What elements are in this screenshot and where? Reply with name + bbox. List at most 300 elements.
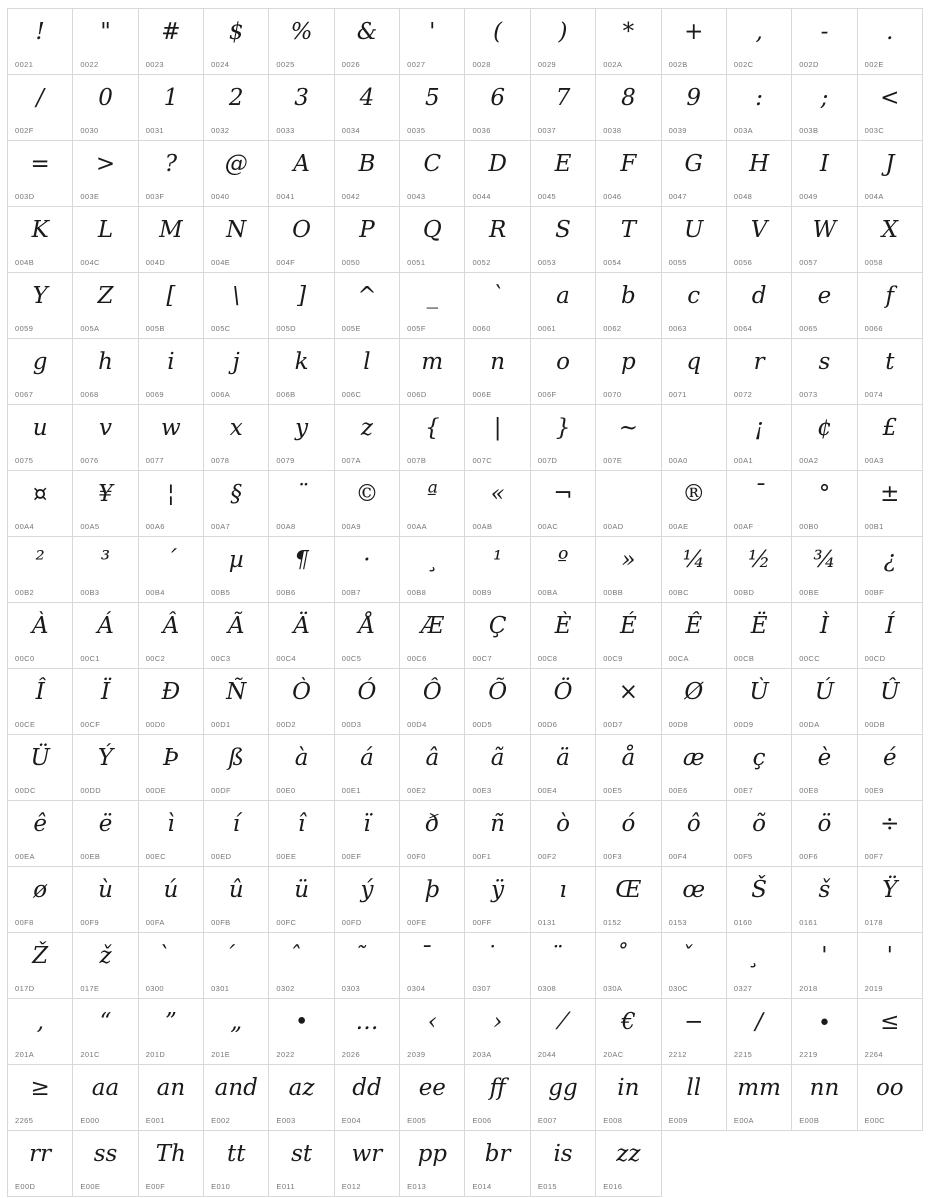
glyph-unicode-code: 004F	[276, 258, 296, 267]
glyph-cell[interactable]	[204, 933, 269, 999]
glyph-character: #	[161, 19, 181, 45]
glyph-cell[interactable]	[596, 933, 661, 999]
glyph-cell[interactable]	[465, 9, 530, 75]
glyph-unicode-code: 004B	[15, 258, 35, 267]
glyph-cell[interactable]	[858, 141, 923, 207]
glyph-unicode-code: 00B3	[80, 588, 100, 597]
glyph-cell[interactable]	[204, 1131, 269, 1197]
glyph-cell[interactable]	[596, 801, 661, 867]
glyph-cell[interactable]	[792, 735, 857, 801]
glyph-cell[interactable]	[8, 1065, 73, 1131]
glyph-unicode-code: 2044	[537, 1050, 557, 1059]
glyph-cell[interactable]	[465, 537, 530, 603]
glyph-cell[interactable]	[662, 207, 727, 273]
glyph-cell[interactable]	[8, 1131, 73, 1197]
glyph-cell[interactable]	[858, 471, 923, 537]
glyph-unicode-code: E00E	[80, 1182, 101, 1191]
glyph-cell[interactable]	[727, 801, 792, 867]
glyph-cell[interactable]	[400, 1131, 465, 1197]
glyph-cell[interactable]	[858, 75, 923, 141]
glyph-cell[interactable]	[465, 669, 530, 735]
glyph-cell[interactable]	[727, 141, 792, 207]
glyph-cell[interactable]	[531, 471, 596, 537]
glyph-cell[interactable]	[335, 141, 400, 207]
glyph-cell[interactable]	[662, 1065, 727, 1131]
glyph-cell[interactable]	[858, 867, 923, 933]
glyph-cell[interactable]	[139, 207, 204, 273]
glyph-cell[interactable]	[73, 471, 138, 537]
glyph-cell[interactable]	[400, 273, 465, 339]
glyph-cell[interactable]	[204, 273, 269, 339]
glyph-cell[interactable]	[727, 999, 792, 1065]
glyph-cell[interactable]	[792, 801, 857, 867]
glyph-character: ì	[167, 811, 175, 837]
glyph-cell[interactable]	[335, 1065, 400, 1131]
glyph-cell[interactable]	[204, 207, 269, 273]
glyph-cell[interactable]	[269, 207, 334, 273]
glyph-cell[interactable]	[858, 999, 923, 1065]
glyph-cell[interactable]	[8, 141, 73, 207]
glyph-cell[interactable]	[596, 9, 661, 75]
glyph-cell[interactable]	[400, 339, 465, 405]
glyph-cell[interactable]	[139, 141, 204, 207]
glyph-cell[interactable]	[465, 339, 530, 405]
glyph-cell[interactable]	[73, 75, 138, 141]
glyph-unicode-code: 004A	[864, 192, 884, 201]
glyph-cell[interactable]	[8, 471, 73, 537]
glyph-cell[interactable]	[531, 801, 596, 867]
glyph-cell[interactable]	[335, 603, 400, 669]
glyph-cell[interactable]	[139, 867, 204, 933]
glyph-cell[interactable]	[139, 669, 204, 735]
glyph-cell[interactable]	[531, 867, 596, 933]
glyph-cell[interactable]	[204, 75, 269, 141]
glyph-cell[interactable]	[727, 207, 792, 273]
glyph-cell[interactable]	[662, 273, 727, 339]
glyph-cell[interactable]	[858, 339, 923, 405]
glyph-cell[interactable]	[8, 273, 73, 339]
glyph-cell[interactable]	[269, 603, 334, 669]
glyph-cell[interactable]	[727, 405, 792, 471]
glyph-cell[interactable]	[8, 339, 73, 405]
glyph-cell[interactable]	[792, 471, 857, 537]
glyph-unicode-code: 2215	[733, 1050, 753, 1059]
glyph-cell[interactable]	[269, 933, 334, 999]
glyph-cell[interactable]	[400, 471, 465, 537]
glyph-cell[interactable]	[465, 1065, 530, 1131]
glyph-cell[interactable]	[139, 735, 204, 801]
glyph-cell[interactable]	[139, 603, 204, 669]
glyph-cell[interactable]	[465, 933, 530, 999]
glyph-cell[interactable]	[335, 933, 400, 999]
glyph-cell[interactable]	[335, 207, 400, 273]
glyph-cell[interactable]	[531, 1065, 596, 1131]
glyph-cell[interactable]	[8, 537, 73, 603]
glyph-cell[interactable]	[596, 1065, 661, 1131]
glyph-cell[interactable]	[139, 339, 204, 405]
glyph-cell[interactable]	[727, 1065, 792, 1131]
glyph-cell[interactable]	[465, 603, 530, 669]
glyph-cell[interactable]	[465, 405, 530, 471]
glyph-cell[interactable]	[139, 801, 204, 867]
glyph-cell[interactable]	[335, 9, 400, 75]
glyph-cell[interactable]	[204, 669, 269, 735]
glyph-cell[interactable]	[8, 405, 73, 471]
glyph-cell[interactable]	[73, 273, 138, 339]
glyph-cell[interactable]	[792, 999, 857, 1065]
glyph-cell[interactable]	[662, 603, 727, 669]
glyph-cell[interactable]	[73, 405, 138, 471]
glyph-character: 4	[359, 85, 375, 111]
glyph-unicode-code: 201D	[145, 1050, 166, 1059]
glyph-cell[interactable]	[400, 735, 465, 801]
glyph-character: [	[166, 283, 176, 309]
glyph-cell[interactable]	[73, 339, 138, 405]
glyph-cell[interactable]	[465, 867, 530, 933]
glyph-unicode-code: 0026	[341, 60, 361, 69]
glyph-cell[interactable]	[204, 471, 269, 537]
glyph-cell[interactable]	[269, 1065, 334, 1131]
glyph-cell[interactable]	[8, 75, 73, 141]
glyph-cell[interactable]	[8, 801, 73, 867]
glyph-cell[interactable]	[335, 339, 400, 405]
glyph-cell[interactable]	[139, 405, 204, 471]
glyph-cell[interactable]	[8, 669, 73, 735]
glyph-cell[interactable]	[335, 669, 400, 735]
glyph-cell[interactable]	[792, 669, 857, 735]
glyph-cell[interactable]	[335, 1131, 400, 1197]
glyph-cell[interactable]	[465, 75, 530, 141]
glyph-cell[interactable]	[8, 999, 73, 1065]
glyph-cell-empty	[662, 1131, 727, 1197]
glyph-cell[interactable]	[139, 9, 204, 75]
glyph-character: ·	[363, 547, 371, 573]
glyph-cell[interactable]	[73, 603, 138, 669]
glyph-cell[interactable]	[269, 141, 334, 207]
glyph-unicode-code: E011	[276, 1182, 295, 1191]
glyph-cell[interactable]	[727, 537, 792, 603]
glyph-unicode-code: 00D3	[341, 720, 362, 729]
glyph-cell[interactable]	[139, 273, 204, 339]
glyph-cell[interactable]	[400, 867, 465, 933]
glyph-cell[interactable]	[792, 603, 857, 669]
glyph-cell[interactable]	[858, 537, 923, 603]
glyph-cell[interactable]	[727, 339, 792, 405]
glyph-cell[interactable]	[662, 405, 727, 471]
glyph-cell[interactable]	[204, 603, 269, 669]
glyph-cell[interactable]	[73, 999, 138, 1065]
glyph-unicode-code: 00EA	[15, 852, 35, 861]
glyph-cell[interactable]	[858, 801, 923, 867]
glyph-cell[interactable]	[139, 1131, 204, 1197]
glyph-cell[interactable]	[335, 999, 400, 1065]
glyph-cell[interactable]	[662, 75, 727, 141]
glyph-cell[interactable]	[858, 735, 923, 801]
glyph-cell[interactable]	[596, 537, 661, 603]
glyph-cell[interactable]	[727, 471, 792, 537]
glyph-cell[interactable]	[531, 141, 596, 207]
glyph-cell[interactable]	[269, 9, 334, 75]
glyph-cell[interactable]	[269, 867, 334, 933]
glyph-cell[interactable]	[792, 339, 857, 405]
glyph-cell[interactable]	[858, 207, 923, 273]
glyph-cell[interactable]	[465, 471, 530, 537]
glyph-unicode-code: 00BD	[733, 588, 755, 597]
glyph-cell[interactable]	[727, 603, 792, 669]
glyph-cell[interactable]	[73, 933, 138, 999]
glyph-cell[interactable]	[335, 273, 400, 339]
glyph-cell[interactable]	[8, 735, 73, 801]
glyph-cell[interactable]	[662, 669, 727, 735]
glyph-cell[interactable]	[662, 537, 727, 603]
glyph-cell[interactable]	[139, 933, 204, 999]
glyph-cell[interactable]	[662, 141, 727, 207]
glyph-cell[interactable]	[727, 273, 792, 339]
glyph-cell[interactable]	[727, 867, 792, 933]
glyph-cell[interactable]	[269, 339, 334, 405]
glyph-cell[interactable]	[204, 141, 269, 207]
glyph-cell[interactable]	[792, 1065, 857, 1131]
glyph-cell[interactable]	[727, 9, 792, 75]
glyph-unicode-code: 005F	[407, 324, 426, 333]
glyph-cell[interactable]	[858, 273, 923, 339]
glyph-cell[interactable]	[73, 801, 138, 867]
glyph-cell[interactable]	[662, 867, 727, 933]
glyph-cell[interactable]	[204, 867, 269, 933]
glyph-cell[interactable]	[531, 75, 596, 141]
glyph-unicode-code: 0302	[276, 984, 295, 993]
glyph-cell[interactable]	[465, 735, 530, 801]
glyph-cell[interactable]	[269, 273, 334, 339]
glyph-cell[interactable]	[596, 867, 661, 933]
glyph-unicode-code: 0051	[407, 258, 426, 267]
glyph-cell[interactable]	[73, 735, 138, 801]
glyph-character: f	[885, 283, 895, 309]
glyph-cell[interactable]	[596, 1131, 661, 1197]
glyph-cell[interactable]	[531, 603, 596, 669]
glyph-cell[interactable]	[531, 9, 596, 75]
glyph-cell[interactable]	[596, 273, 661, 339]
glyph-cell[interactable]	[335, 75, 400, 141]
glyph-unicode-code: 00E8	[799, 786, 819, 795]
glyph-cell[interactable]	[792, 141, 857, 207]
glyph-cell[interactable]	[792, 9, 857, 75]
glyph-cell[interactable]	[400, 537, 465, 603]
glyph-cell[interactable]	[400, 1065, 465, 1131]
glyph-cell[interactable]	[139, 1065, 204, 1131]
glyph-cell[interactable]	[400, 999, 465, 1065]
glyph-cell[interactable]	[792, 933, 857, 999]
glyph-character: A	[293, 151, 310, 177]
glyph-cell[interactable]	[531, 999, 596, 1065]
glyph-cell[interactable]	[596, 669, 661, 735]
glyph-cell[interactable]	[792, 273, 857, 339]
glyph-cell[interactable]	[662, 339, 727, 405]
glyph-cell[interactable]	[531, 207, 596, 273]
glyph-character: ®	[682, 481, 706, 507]
glyph-cell[interactable]	[531, 405, 596, 471]
glyph-cell[interactable]	[531, 537, 596, 603]
glyph-cell[interactable]	[727, 933, 792, 999]
glyph-cell[interactable]	[8, 933, 73, 999]
glyph-cell[interactable]	[73, 141, 138, 207]
glyph-cell[interactable]	[400, 207, 465, 273]
glyph-character: È	[554, 613, 572, 639]
glyph-cell[interactable]	[465, 1131, 530, 1197]
glyph-cell[interactable]	[73, 669, 138, 735]
glyph-character: pp	[417, 1141, 448, 1167]
glyph-cell[interactable]	[400, 141, 465, 207]
glyph-cell[interactable]	[400, 405, 465, 471]
glyph-cell[interactable]	[204, 405, 269, 471]
glyph-character: !	[35, 19, 45, 45]
glyph-unicode-code: 0054	[603, 258, 622, 267]
glyph-unicode-code: 00C0	[15, 654, 35, 663]
glyph-unicode-code: 002B	[668, 60, 688, 69]
glyph-cell[interactable]	[8, 603, 73, 669]
glyph-cell[interactable]	[596, 471, 661, 537]
glyph-unicode-code: 00C1	[80, 654, 100, 663]
glyph-unicode-code: 002F	[15, 126, 34, 135]
glyph-cell[interactable]	[792, 75, 857, 141]
glyph-unicode-code: 00D8	[668, 720, 689, 729]
glyph-cell[interactable]	[465, 141, 530, 207]
glyph-cell[interactable]	[204, 1065, 269, 1131]
glyph-cell[interactable]	[269, 735, 334, 801]
glyph-character: Ð	[161, 679, 181, 705]
glyph-cell[interactable]	[73, 1065, 138, 1131]
glyph-character: ¸	[426, 547, 439, 573]
glyph-cell[interactable]	[8, 867, 73, 933]
glyph-cell[interactable]	[139, 75, 204, 141]
glyph-cell[interactable]	[73, 1131, 138, 1197]
glyph-cell[interactable]	[596, 405, 661, 471]
glyph-cell[interactable]	[335, 471, 400, 537]
glyph-cell[interactable]	[531, 933, 596, 999]
glyph-cell[interactable]	[596, 207, 661, 273]
glyph-cell[interactable]	[465, 801, 530, 867]
glyph-cell[interactable]	[400, 933, 465, 999]
glyph-character: L	[97, 217, 114, 243]
glyph-character: S	[555, 217, 571, 243]
glyph-cell[interactable]	[400, 9, 465, 75]
glyph-cell[interactable]	[204, 801, 269, 867]
glyph-cell[interactable]	[596, 339, 661, 405]
glyph-cell[interactable]	[792, 207, 857, 273]
glyph-cell[interactable]	[662, 801, 727, 867]
glyph-cell[interactable]	[73, 9, 138, 75]
glyph-cell[interactable]	[858, 933, 923, 999]
glyph-cell[interactable]	[465, 273, 530, 339]
glyph-cell[interactable]	[596, 735, 661, 801]
glyph-cell[interactable]	[269, 537, 334, 603]
glyph-unicode-code: 00FE	[407, 918, 427, 927]
glyph-cell[interactable]	[400, 75, 465, 141]
glyph-cell[interactable]	[596, 999, 661, 1065]
glyph-cell[interactable]	[8, 207, 73, 273]
glyph-cell[interactable]	[727, 669, 792, 735]
glyph-cell[interactable]	[596, 141, 661, 207]
glyph-cell[interactable]	[269, 999, 334, 1065]
glyph-cell[interactable]	[792, 867, 857, 933]
glyph-cell[interactable]	[596, 75, 661, 141]
glyph-character: a	[556, 283, 570, 309]
glyph-cell[interactable]	[858, 669, 923, 735]
glyph-cell[interactable]	[335, 735, 400, 801]
glyph-cell[interactable]	[335, 405, 400, 471]
glyph-unicode-code: 0304	[407, 984, 426, 993]
glyph-cell[interactable]	[662, 471, 727, 537]
glyph-cell[interactable]	[727, 735, 792, 801]
glyph-cell[interactable]	[204, 735, 269, 801]
glyph-cell[interactable]	[531, 669, 596, 735]
glyph-cell[interactable]	[139, 471, 204, 537]
glyph-cell[interactable]	[531, 339, 596, 405]
glyph-cell[interactable]	[662, 933, 727, 999]
glyph-cell[interactable]	[139, 999, 204, 1065]
glyph-cell[interactable]	[400, 669, 465, 735]
glyph-cell[interactable]	[204, 537, 269, 603]
glyph-cell[interactable]	[139, 537, 204, 603]
glyph-cell[interactable]	[269, 1131, 334, 1197]
glyph-cell[interactable]	[269, 75, 334, 141]
glyph-cell[interactable]	[858, 405, 923, 471]
glyph-cell[interactable]	[662, 999, 727, 1065]
glyph-cell[interactable]	[335, 537, 400, 603]
glyph-cell[interactable]	[596, 603, 661, 669]
glyph-cell[interactable]	[531, 273, 596, 339]
glyph-cell[interactable]	[727, 75, 792, 141]
glyph-cell[interactable]	[662, 9, 727, 75]
glyph-cell[interactable]	[335, 801, 400, 867]
glyph-cell[interactable]	[204, 339, 269, 405]
glyph-character	[139, 939, 203, 973]
glyph-cell[interactable]	[400, 603, 465, 669]
glyph-unicode-code: 0023	[145, 60, 164, 69]
glyph-cell[interactable]	[465, 999, 530, 1065]
glyph-cell[interactable]	[269, 471, 334, 537]
glyph-cell[interactable]	[858, 9, 923, 75]
glyph-cell[interactable]	[269, 405, 334, 471]
glyph-character: oo	[875, 1075, 904, 1101]
glyph-unicode-code: 00EB	[80, 852, 101, 861]
glyph-cell[interactable]	[8, 9, 73, 75]
glyph-cell[interactable]	[204, 999, 269, 1065]
glyph-cell[interactable]	[204, 9, 269, 75]
glyph-cell[interactable]	[662, 735, 727, 801]
glyph-cell[interactable]	[335, 867, 400, 933]
glyph-cell[interactable]	[73, 207, 138, 273]
glyph-cell[interactable]	[400, 801, 465, 867]
glyph-cell[interactable]	[531, 1131, 596, 1197]
glyph-cell[interactable]	[792, 537, 857, 603]
glyph-cell[interactable]	[792, 405, 857, 471]
glyph-cell[interactable]	[73, 867, 138, 933]
glyph-cell[interactable]	[465, 207, 530, 273]
glyph-character: )	[558, 19, 568, 45]
glyph-unicode-code: 030C	[668, 984, 689, 993]
glyph-cell[interactable]	[269, 801, 334, 867]
glyph-character: '	[429, 19, 436, 45]
glyph-cell[interactable]	[858, 1065, 923, 1131]
glyph-cell[interactable]	[858, 603, 923, 669]
glyph-character: á	[360, 745, 374, 771]
glyph-unicode-code: 0047	[668, 192, 687, 201]
glyph-character: Ë	[750, 613, 768, 639]
glyph-cell[interactable]	[269, 669, 334, 735]
glyph-cell[interactable]	[73, 537, 138, 603]
glyph-cell[interactable]	[531, 735, 596, 801]
